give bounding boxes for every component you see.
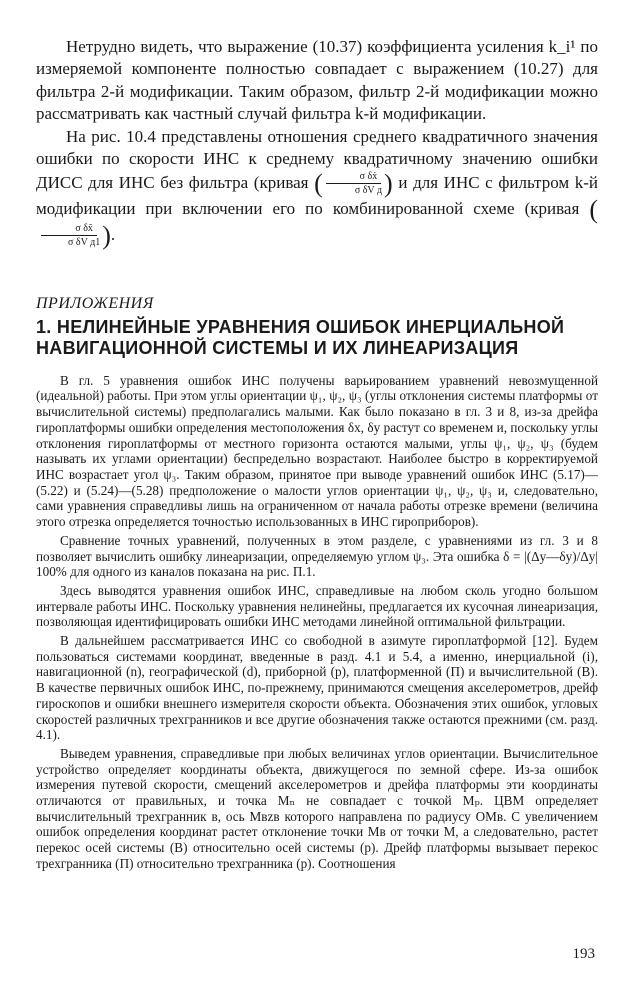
chapter-heading: 1. НЕЛИНЕЙНЫЕ УРАВНЕНИЯ ОШИБОК ИНЕРЦИАЛЬНОЙ НАВИГАЦИОННОЙ СИСТЕМЫ И ИХ ЛИНЕАРИЗАЦИЯ (36, 316, 565, 358)
body-paragraph: Здесь выводятся уравнения ошибок ИНС, справедливые на любом сколь угодно большом интервале работы ИНС. Поскольку уравнения нелинейны, предлагается их кусочная линеаризация, позволяющая идентифицировать ошибки ИНС методами линейной оптимальной фильтрации. (36, 582, 598, 630)
body-paragraph: В дальнейшем рассматривается ИНС со свободной в азимуте гироплатформой [12]. Будем пользоваться системами координат, введенные в разд. 4.1 и 5.4, а именно, инерциальной (i), навигационной (n), географической (d), приборной (p), платформенной (П) и вычислительной (В). В качестве первичных ошибок ИНС, по-прежнему, принимаются смещения акселерометров, дрейф гироскопов и ошибки внешнего измерителя скорости объекта. Обозначения этих ошибок, угловых скоростей различных трехгранников и все другие обозначения также остаются прежними (см. разд. 4.1). (36, 633, 598, 743)
ratio-fraction-2 (38, 223, 100, 248)
section-label: ПРИЛОЖЕНИЯ (36, 294, 154, 312)
body-paragraph: Выведем уравнения, справедливые при любых величинах углов ориентации. Вычислительное устройство определяет координаты объекта, движущегося по земной сфере. Из-за ошибок измерения путевой скорости, смещений акселерометров и дрейфа платформы эти координаты отличаются от правильных, и точка Mₙ не совпадает с точкой Mₚ. ЦВМ определяет вычислительный трехгранник в, ось Mвzв которого направлена по радиусу OMв. С увеличением ошибок определения координат растет отклонение точки Mв от точки M, а следовательно, растет перекос осей системы (В) относительно осей системы (p). Дрейф платформы вызывает перекос трехгранника (П) относительно трехгранника (p). Соотношения (36, 745, 598, 871)
page-number: 193 (572, 946, 595, 962)
intro-text-a: На рис. 10.4 представлены отношения среднего квадратичного значения ошибки по скорости ИНС к среднему квадратичному значению ошибки ДИСС для ИНС без фильтра (кривая (36, 127, 598, 192)
page (36, 36, 598, 872)
fraction-2-numerator: σ δx̃ (41, 223, 97, 236)
fraction-1-numerator: σ δẋ (326, 171, 382, 184)
intro-text-b: и для ИНС с фильтром k-й модификации при включении его по комбинированной схеме (кривая (36, 172, 599, 218)
intro-paragraph-2: На рис. 10.4 представлены отношения среднего квадратичного значения ошибки по скорости ИНС к среднему квадратичному значению ошибки ДИСС для ИНС без фильтра (кривая ( $\frac{\text{σ δẋ}}{\text{σ δV д}}$ ) и для ИНС с фильтром k-й модификации при включении его по комбинированной схеме (кривая ( $\frac{\text{σ δx̃}}{\text{σ δV д1}}$ ). (36, 127, 599, 250)
body-paragraph: Сравнение точных уравнений, полученных в этом разделе, с уравнениями из гл. 3 и 8 позволяет вычислить ошибку линеаризации, определяемую углом ψ₃. Эта ошибка δ = |(Δy—δy)/Δy| 100% для одного из каналов показана на рис. П.1. (36, 532, 598, 580)
fraction-1-denominator: σ δV д (354, 185, 383, 197)
body-paragraph: В гл. 5 уравнения ошибок ИНС получены варьированием уравнений невозмущенной (идеальной) работы. При этом углы ориентации ψ₁, ψ₂, ψ₃ (углы отклонения системы платформы от вычислительной системы) предполагались малыми. Как было показано в гл. 3 и 8, из-за дрейфа гироплатформы ошибки определения местоположения δx, δy растут со временем и, поскольку углы отклонения гироплатформы от местного горизонта остаются малыми, углы ψ₁, ψ₂, ψ₃ (будем называть их углами ориентации) беспредельно возрастают. Наиболее быстро в корректируемой ИНС возрастает угол ψ₃. Таким образом, принятое при выводе уравнений ошибок ИНС (5.17)—(5.22) и (5.24)—(5.28) предположение о малости углов ориентации ψ₁, ψ₂, ψ₃ и, следовательно, сами уравнения справедливы лишь на ограниченном от начала работы отрезке времени (величина этого отрезка определяется точностью использованных в ИНС гироприборов). (36, 372, 598, 530)
intro-paragraph-1: Нетрудно видеть, что выражение (10.37) коэффициента усиления k_i¹ по измеряемой компоненте полностью совпадает с выражением (10.27) для фильтра 2-й модификации. Таким образом, фильтр 2-й модификации можно рассматривать как частный случай фильтра k-й модификации. (36, 37, 598, 123)
body-text (36, 373, 598, 872)
intro-text-c: . (110, 224, 116, 244)
intro-text (36, 36, 598, 249)
fraction-2-denominator: σ δV д1 (68, 237, 101, 249)
ratio-fraction-1 (325, 171, 382, 196)
